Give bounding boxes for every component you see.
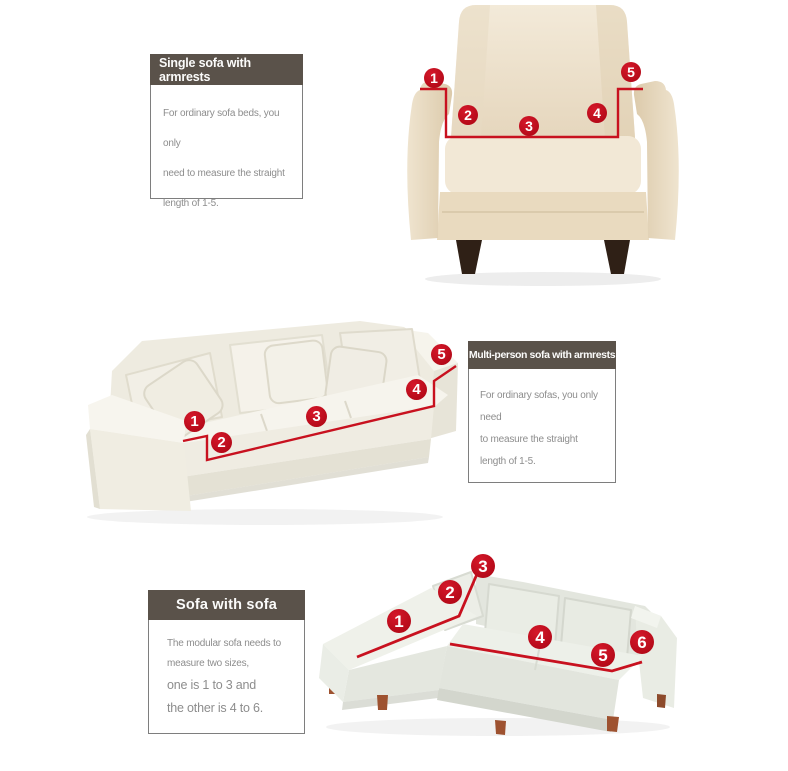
measure-marker-2: 2 [458, 105, 478, 125]
measure-marker-5: 5 [591, 643, 615, 667]
info-box-single-sofa [150, 54, 303, 209]
measure-marker-6: 6 [630, 630, 654, 654]
info-line: The modular sofa needs to [167, 638, 281, 649]
measure-marker-3: 3 [519, 116, 539, 136]
measure-marker-5: 5 [621, 62, 641, 82]
measure-marker-1: 1 [424, 68, 444, 88]
info-line: to measure the straight [480, 434, 578, 445]
info-box-body [149, 620, 304, 720]
measure-marker-4: 4 [528, 625, 552, 649]
info-box-sectional-sofa [148, 590, 305, 734]
info-box-title: Single sofa with armrests [150, 54, 303, 85]
info-line: length of 1-5. [163, 198, 219, 209]
info-line: measure two sizes, [167, 658, 249, 669]
measure-marker-2: 2 [211, 432, 232, 453]
info-line: For ordinary sofas, you only need [480, 390, 598, 423]
info-line: one is 1 to 3 and [167, 678, 257, 692]
info-box-multi-person-sofa [468, 341, 616, 483]
measure-marker-1: 1 [387, 609, 411, 633]
info-box-body [469, 369, 615, 473]
info-line: For ordinary sofa beds, you only [163, 108, 280, 149]
measure-marker-3: 3 [471, 554, 495, 578]
three-seat-sofa-image [60, 315, 462, 533]
info-box-body [151, 85, 302, 219]
info-line: the other is 4 to 6. [167, 701, 264, 715]
measure-marker-4: 4 [406, 379, 427, 400]
measure-marker-3: 3 [306, 406, 327, 427]
info-box-title: Multi-person sofa with armrests [468, 341, 616, 369]
measure-marker-5: 5 [431, 344, 452, 365]
armchair-image [398, 2, 688, 288]
measure-marker-4: 4 [587, 103, 607, 123]
measure-marker-1: 1 [184, 411, 205, 432]
info-line: length of 1-5. [480, 456, 536, 467]
info-box-title: Sofa with sofa [148, 590, 305, 620]
measure-marker-2: 2 [438, 580, 462, 604]
info-line: need to measure the straight [163, 168, 285, 179]
